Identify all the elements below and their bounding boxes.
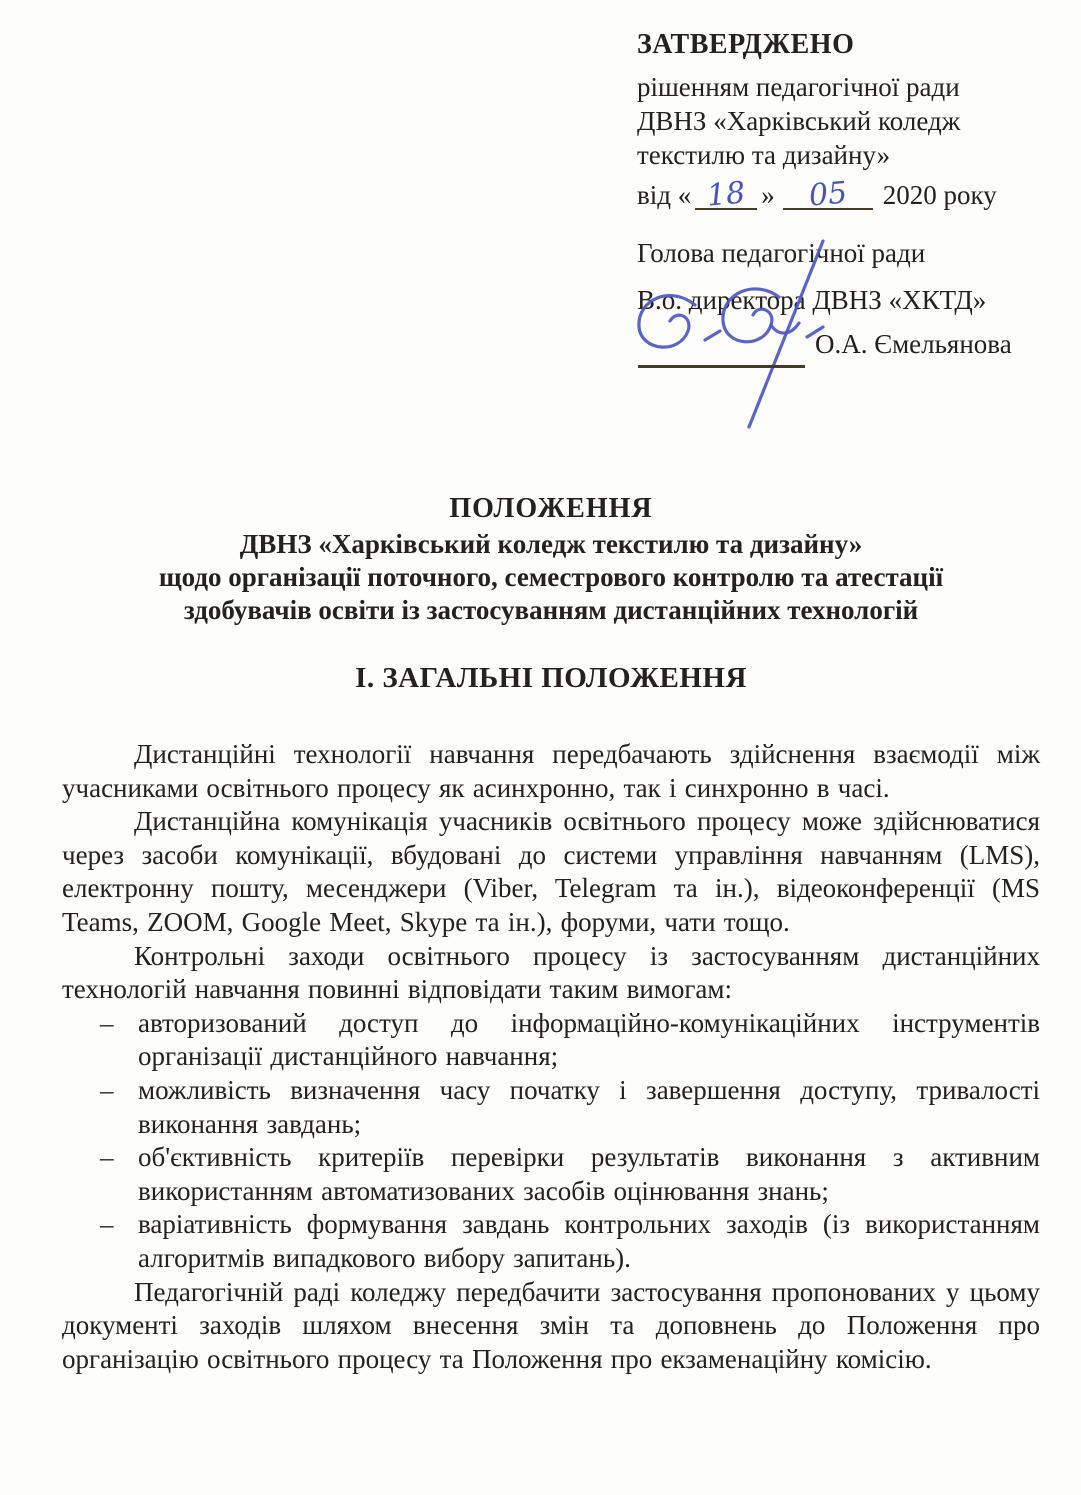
signature-row xyxy=(637,319,1057,395)
list-item-text: авторизований доступ до інформаційно-комунікаційних інструментів організації дистанційного навчання; xyxy=(138,1007,1040,1072)
doc-subtitle-scope-2: здобувачів освіти із застосуванням дистанційних технологій xyxy=(183,595,919,625)
handwritten-day: 18 xyxy=(705,175,747,214)
requirements-list xyxy=(62,1007,1040,1276)
date-close-quote: » xyxy=(761,180,775,210)
title-block xyxy=(62,492,1040,695)
date-year: 2020 року xyxy=(882,180,997,210)
list-item-text: об'єктивність критеріїв перевірки результатів виконання з активним використанням автоматизованих засобів оцінювання знань; xyxy=(138,1142,1040,1206)
paragraph-2: Дистанційна комунікація учасників освітнього процесу може здійснюватися через засоби комунікації, вбудовані до системи управління навчанням (LMS), електронну пошту, месенджери (Viber, Telegram та ін.), відеоконференції (MS Teams, ZOOM, Google Meet, Skype та ін.), форуми, чати тощо. xyxy=(62,806,1040,937)
approval-line-1: рішенням педагогічної ради xyxy=(637,72,960,102)
signature-underline xyxy=(638,365,805,368)
list-item xyxy=(62,1141,1040,1208)
approval-block xyxy=(637,28,1057,395)
doc-subtitle-org: ДВНЗ «Харківський коледж текстилю та дизайну» xyxy=(239,529,863,559)
list-item xyxy=(62,1074,1040,1141)
handwritten-month: 05 xyxy=(807,175,849,214)
list-item-text: можливість визначення часу початку і завершення доступу, тривалості виконання завдань; xyxy=(138,1074,1040,1139)
list-dash: – xyxy=(100,1142,114,1173)
list-item xyxy=(62,1208,1040,1275)
date-month-blank xyxy=(783,175,873,214)
list-dash: – xyxy=(100,1007,114,1038)
chair-title: Голова педагогічної ради xyxy=(637,238,926,268)
body-block xyxy=(62,738,1040,1376)
paragraph-1: Дистанційні технології навчання передбачають здійснення взаємодії між учасниками освітнього процесу як асинхронно, так і синхронно в часі. xyxy=(62,739,1040,803)
approved-stamp: ЗАТВЕРДЖЕНО xyxy=(637,29,855,60)
section-heading: І. ЗАГАЛЬНІ ПОЛОЖЕННЯ xyxy=(355,662,747,694)
date-prefix: від « xyxy=(637,180,692,210)
paragraph-3: Контрольні заходи освітнього процесу із застосуванням дистанційних технологій навчання повинні відповідати таким вимогам: xyxy=(62,940,1040,1005)
signer-name: О.А. Ємельянова xyxy=(815,329,1012,359)
doc-title: ПОЛОЖЕННЯ xyxy=(449,493,653,524)
approval-line-2: ДВНЗ «Харківський коледж xyxy=(637,106,961,136)
approval-line-3: текстилю та дизайну» xyxy=(637,140,891,170)
date-day-blank xyxy=(695,175,757,214)
paragraph-4: Педагогічній раді коледжу передбачити застосування пропонованих у цьому документі заходів шляхом внесення змін та доповнень до Положення про організацію освітнього процесу та Положення про екзаменаційну комісію. xyxy=(62,1276,1040,1374)
list-dash: – xyxy=(100,1209,114,1240)
director-title: В.о. директора ДВНЗ «ХКТД» xyxy=(637,285,987,315)
list-item xyxy=(62,1007,1040,1074)
list-item-text: варіативність формування завдань контрольних заходів (із використанням алгоритмів випадкового вибору запитань). xyxy=(138,1209,1040,1273)
list-dash: – xyxy=(100,1074,114,1105)
approval-date-line xyxy=(637,175,1057,214)
doc-subtitle-scope-1: щодо організації поточного, семестрового контролю та атестації xyxy=(158,562,944,592)
